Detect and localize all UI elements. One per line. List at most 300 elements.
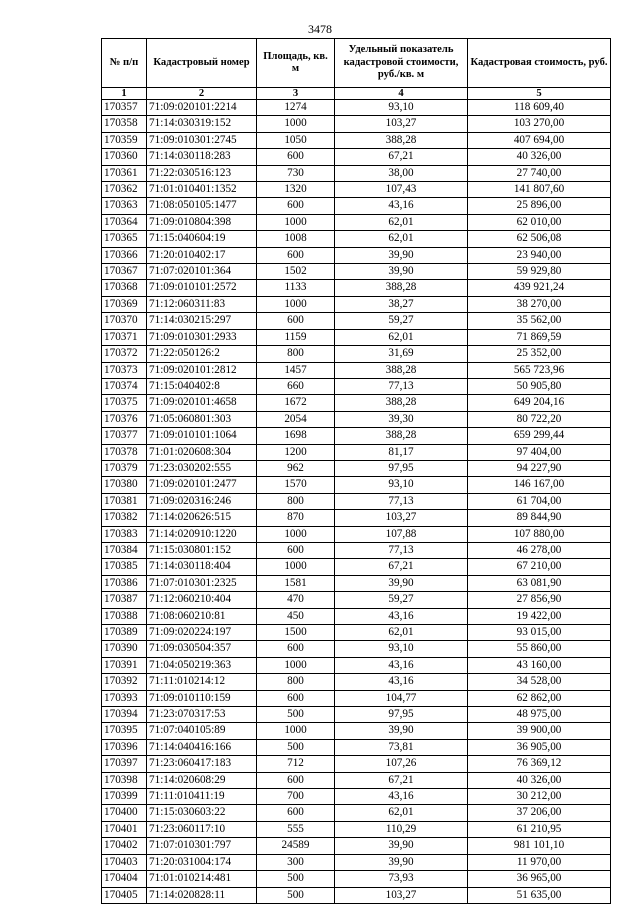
table-row [102,378,611,394]
cadastral-value-cell: 38 270,00 [468,296,611,312]
row-number-cell: 170392 [102,674,147,690]
cadastral-number-cell: 71:09:010101:1064 [147,428,257,444]
area-cell: 600 [257,149,335,165]
cadastral-number-cell: 71:14:030215:297 [147,313,257,329]
unit-value-cell: 388,28 [335,280,468,296]
cadastral-number-cell: 71:07:010301:2325 [147,575,257,591]
cadastral-number-cell: 71:07:010301:797 [147,838,257,854]
row-number-cell: 170369 [102,296,147,312]
area-cell: 600 [257,690,335,706]
table-row [102,608,611,624]
area-cell: 600 [257,542,335,558]
row-number-cell: 170395 [102,723,147,739]
area-cell: 730 [257,165,335,181]
area-cell: 870 [257,510,335,526]
row-number-cell: 170371 [102,329,147,345]
cadastral-number-cell: 71:15:040604:19 [147,231,257,247]
table-row [102,329,611,345]
cadastral-value-cell: 55 860,00 [468,641,611,657]
unit-value-cell: 62,01 [335,625,468,641]
cadastral-value-cell: 94 227,90 [468,460,611,476]
column-number: 1 [102,88,147,100]
unit-value-cell: 38,00 [335,165,468,181]
table-row [102,674,611,690]
cadastral-value-cell: 67 210,00 [468,559,611,575]
row-number-cell: 170368 [102,280,147,296]
area-cell: 300 [257,854,335,870]
cadastral-value-cell: 27 740,00 [468,165,611,181]
unit-value-cell: 107,43 [335,182,468,198]
cadastral-number-cell: 71:07:020101:364 [147,264,257,280]
cadastral-value-cell: 59 929,80 [468,264,611,280]
area-cell: 1050 [257,132,335,148]
row-number-cell: 170397 [102,756,147,772]
cadastral-number-cell: 71:15:030801:152 [147,542,257,558]
table-row [102,707,611,723]
column-number: 2 [147,88,257,100]
row-number-cell: 170377 [102,428,147,444]
cadastral-value-cell: 11 970,00 [468,854,611,870]
area-cell: 1000 [257,657,335,673]
header-unit-value: Удельный показатель кадастровой стоимости, руб./кв. м [335,39,468,88]
area-cell: 500 [257,707,335,723]
cadastral-number-cell: 71:08:050105:1477 [147,198,257,214]
cadastral-value-cell: 62 862,00 [468,690,611,706]
cadastral-value-cell: 51 635,00 [468,887,611,903]
row-number-cell: 170363 [102,198,147,214]
table-row [102,214,611,230]
area-cell: 800 [257,346,335,362]
area-cell: 1500 [257,625,335,641]
table-row [102,395,611,411]
cadastral-value-cell: 76 369,12 [468,756,611,772]
unit-value-cell: 43,16 [335,608,468,624]
row-number-cell: 170370 [102,313,147,329]
cadastral-value-cell: 43 160,00 [468,657,611,673]
cadastral-number-cell: 71:22:030516:123 [147,165,257,181]
area-cell: 1274 [257,100,335,116]
cadastral-value-cell: 63 081,90 [468,575,611,591]
area-cell: 1581 [257,575,335,591]
area-cell: 500 [257,739,335,755]
area-cell: 712 [257,756,335,772]
row-number-cell: 170403 [102,854,147,870]
table-row [102,526,611,542]
row-number-cell: 170381 [102,493,147,509]
row-number-cell: 170376 [102,411,147,427]
cadastral-value-cell: 25 896,00 [468,198,611,214]
cadastral-value-cell: 48 975,00 [468,707,611,723]
cadastral-number-cell: 71:11:010411:19 [147,789,257,805]
table-row [102,264,611,280]
table-row [102,165,611,181]
cadastral-number-cell: 71:23:060117:10 [147,821,257,837]
cadastral-number-cell: 71:23:070317:53 [147,707,257,723]
cadastral-number-cell: 71:14:030118:283 [147,149,257,165]
unit-value-cell: 107,26 [335,756,468,772]
area-cell: 600 [257,641,335,657]
area-cell: 1000 [257,296,335,312]
area-cell: 2054 [257,411,335,427]
table-row [102,805,611,821]
unit-value-cell: 67,21 [335,772,468,788]
cadastral-value-cell: 107 880,00 [468,526,611,542]
cadastral-value-cell: 659 299,44 [468,428,611,444]
unit-value-cell: 31,69 [335,346,468,362]
cadastral-number-cell: 71:09:020316:246 [147,493,257,509]
area-cell: 450 [257,608,335,624]
area-cell: 1200 [257,444,335,460]
cadastral-value-cell: 36 905,00 [468,739,611,755]
cadastral-number-cell: 71:14:020828:11 [147,887,257,903]
row-number-cell: 170385 [102,559,147,575]
row-number-cell: 170387 [102,592,147,608]
row-number-cell: 170365 [102,231,147,247]
table-row [102,116,611,132]
row-number-cell: 170388 [102,608,147,624]
area-cell: 660 [257,378,335,394]
table-row [102,411,611,427]
cadastral-number-cell: 71:14:030319:152 [147,116,257,132]
row-number-cell: 170391 [102,657,147,673]
cadastral-number-cell: 71:15:030603:22 [147,805,257,821]
row-number-cell: 170398 [102,772,147,788]
unit-value-cell: 62,01 [335,214,468,230]
table-row [102,510,611,526]
table-row [102,346,611,362]
cadastral-number-cell: 71:09:010301:2933 [147,329,257,345]
table-row [102,772,611,788]
table-row [102,100,611,116]
table-row [102,428,611,444]
cadastral-number-cell: 71:09:020101:4658 [147,395,257,411]
cadastral-number-cell: 71:08:060210:81 [147,608,257,624]
cadastral-number-cell: 71:09:020101:2812 [147,362,257,378]
cadastral-value-cell: 36 965,00 [468,871,611,887]
row-number-cell: 170400 [102,805,147,821]
unit-value-cell: 103,27 [335,887,468,903]
row-number-cell: 170393 [102,690,147,706]
table-row [102,182,611,198]
cadastral-value-cell: 80 722,20 [468,411,611,427]
table-row [102,871,611,887]
unit-value-cell: 93,10 [335,641,468,657]
cadastral-number-cell: 71:20:031004:174 [147,854,257,870]
cadastral-value-cell: 141 807,60 [468,182,611,198]
area-cell: 1159 [257,329,335,345]
area-cell: 1320 [257,182,335,198]
header-cadastral-value: Кадастровая стоимость, руб. [468,39,611,88]
cadastral-value-cell: 39 900,00 [468,723,611,739]
unit-value-cell: 62,01 [335,805,468,821]
table-row [102,690,611,706]
row-number-cell: 170375 [102,395,147,411]
cadastral-value-cell: 62 010,00 [468,214,611,230]
area-cell: 1570 [257,477,335,493]
cadastral-number-cell: 71:14:020910:1220 [147,526,257,542]
table-row [102,198,611,214]
unit-value-cell: 77,13 [335,378,468,394]
cadastral-number-cell: 71:09:030504:357 [147,641,257,657]
row-number-cell: 170394 [102,707,147,723]
area-cell: 1133 [257,280,335,296]
cadastral-value-cell: 981 101,10 [468,838,611,854]
cadastral-number-cell: 71:09:020101:2477 [147,477,257,493]
area-cell: 800 [257,493,335,509]
unit-value-cell: 43,16 [335,657,468,673]
cadastral-value-cell: 61 704,00 [468,493,611,509]
area-cell: 1000 [257,559,335,575]
row-number-cell: 170383 [102,526,147,542]
area-cell: 1698 [257,428,335,444]
area-cell: 470 [257,592,335,608]
cadastral-number-cell: 71:14:040416:166 [147,739,257,755]
unit-value-cell: 43,16 [335,674,468,690]
unit-value-cell: 77,13 [335,493,468,509]
cadastral-number-cell: 71:14:030118:404 [147,559,257,575]
table-row [102,789,611,805]
table-header-row [102,39,611,88]
row-number-cell: 170373 [102,362,147,378]
cadastral-number-cell: 71:20:010402:17 [147,247,257,263]
cadastral-value-cell: 50 905,80 [468,378,611,394]
unit-value-cell: 39,90 [335,575,468,591]
unit-value-cell: 67,21 [335,559,468,575]
unit-value-cell: 59,27 [335,313,468,329]
cadastral-number-cell: 71:12:060311:83 [147,296,257,312]
unit-value-cell: 39,30 [335,411,468,427]
table-row [102,132,611,148]
cadastral-value-cell: 23 940,00 [468,247,611,263]
cadastral-value-cell: 649 204,16 [468,395,611,411]
unit-value-cell: 81,17 [335,444,468,460]
cadastral-value-cell: 40 326,00 [468,149,611,165]
area-cell: 1000 [257,526,335,542]
area-cell: 600 [257,805,335,821]
cadastral-value-cell: 71 869,59 [468,329,611,345]
area-cell: 500 [257,871,335,887]
cadastral-value-cell: 40 326,00 [468,772,611,788]
cadastral-value-cell: 27 856,90 [468,592,611,608]
row-number-cell: 170399 [102,789,147,805]
area-cell: 1672 [257,395,335,411]
area-cell: 700 [257,789,335,805]
unit-value-cell: 388,28 [335,428,468,444]
cadastral-number-cell: 71:09:010301:2745 [147,132,257,148]
area-cell: 1008 [257,231,335,247]
unit-value-cell: 93,10 [335,100,468,116]
cadastral-number-cell: 71:11:010214:12 [147,674,257,690]
cadastral-value-cell: 93 015,00 [468,625,611,641]
column-number: 5 [468,88,611,100]
cadastral-value-cell: 37 206,00 [468,805,611,821]
unit-value-cell: 388,28 [335,395,468,411]
row-number-cell: 170402 [102,838,147,854]
cadastral-number-cell: 71:01:010401:1352 [147,182,257,198]
row-number-cell: 170401 [102,821,147,837]
unit-value-cell: 103,27 [335,510,468,526]
table-row [102,657,611,673]
row-number-cell: 170374 [102,378,147,394]
header-cadastral-number: Кадастровый номер [147,39,257,88]
table-row [102,625,611,641]
row-number-cell: 170361 [102,165,147,181]
cadastral-number-cell: 71:07:040105:89 [147,723,257,739]
table-row [102,559,611,575]
cadastral-number-cell: 71:05:060801:303 [147,411,257,427]
cadastral-value-table [101,38,611,904]
row-number-cell: 170386 [102,575,147,591]
cadastral-number-cell: 71:09:010110:159 [147,690,257,706]
cadastral-value-cell: 46 278,00 [468,542,611,558]
unit-value-cell: 77,13 [335,542,468,558]
cadastral-number-cell: 71:22:050126:2 [147,346,257,362]
table-row [102,575,611,591]
table-row [102,756,611,772]
cadastral-value-cell: 565 723,96 [468,362,611,378]
cadastral-value-cell: 103 270,00 [468,116,611,132]
column-number: 4 [335,88,468,100]
header-area: Площадь, кв. м [257,39,335,88]
row-number-cell: 170390 [102,641,147,657]
unit-value-cell: 97,95 [335,460,468,476]
unit-value-cell: 43,16 [335,198,468,214]
row-number-cell: 170405 [102,887,147,903]
area-cell: 1000 [257,116,335,132]
row-number-cell: 170367 [102,264,147,280]
row-number-cell: 170378 [102,444,147,460]
unit-value-cell: 73,93 [335,871,468,887]
area-cell: 1000 [257,214,335,230]
row-number-cell: 170364 [102,214,147,230]
table-row [102,280,611,296]
cadastral-number-cell: 71:01:010214:481 [147,871,257,887]
table-row [102,592,611,608]
table-row [102,231,611,247]
unit-value-cell: 388,28 [335,132,468,148]
row-number-cell: 170384 [102,542,147,558]
column-number: 3 [257,88,335,100]
table-row [102,247,611,263]
row-number-cell: 170362 [102,182,147,198]
table-row [102,149,611,165]
unit-value-cell: 38,27 [335,296,468,312]
page-number: 3478 [308,22,332,36]
table-row [102,542,611,558]
cadastral-number-cell: 71:15:040402:8 [147,378,257,394]
table-row [102,444,611,460]
unit-value-cell: 93,10 [335,477,468,493]
row-number-cell: 170372 [102,346,147,362]
area-cell: 555 [257,821,335,837]
column-number-row [102,88,611,100]
unit-value-cell: 39,90 [335,723,468,739]
row-number-cell: 170389 [102,625,147,641]
unit-value-cell: 388,28 [335,362,468,378]
cadastral-value-cell: 30 212,00 [468,789,611,805]
cadastral-value-cell: 61 210,95 [468,821,611,837]
cadastral-value-cell: 34 528,00 [468,674,611,690]
header-row-number: № п/п [102,39,147,88]
area-cell: 24589 [257,838,335,854]
area-cell: 600 [257,198,335,214]
area-cell: 962 [257,460,335,476]
table-row [102,362,611,378]
unit-value-cell: 73,81 [335,739,468,755]
table-row [102,821,611,837]
table-row [102,887,611,903]
cadastral-number-cell: 71:23:060417:183 [147,756,257,772]
unit-value-cell: 104,77 [335,690,468,706]
cadastral-number-cell: 71:01:020608:304 [147,444,257,460]
area-cell: 800 [257,674,335,690]
table-row [102,854,611,870]
area-cell: 600 [257,313,335,329]
table-row [102,296,611,312]
table-row [102,493,611,509]
row-number-cell: 170379 [102,460,147,476]
unit-value-cell: 67,21 [335,149,468,165]
cadastral-number-cell: 71:14:020626:515 [147,510,257,526]
cadastral-number-cell: 71:04:050219:363 [147,657,257,673]
cadastral-value-cell: 62 506,08 [468,231,611,247]
cadastral-value-cell: 439 921,24 [468,280,611,296]
row-number-cell: 170358 [102,116,147,132]
row-number-cell: 170366 [102,247,147,263]
table-row [102,641,611,657]
unit-value-cell: 39,90 [335,838,468,854]
table-row [102,723,611,739]
cadastral-number-cell: 71:23:030202:555 [147,460,257,476]
cadastral-number-cell: 71:09:020224:197 [147,625,257,641]
table-body [102,100,611,904]
row-number-cell: 170382 [102,510,147,526]
cadastral-number-cell: 71:14:020608:29 [147,772,257,788]
cadastral-value-cell: 118 609,40 [468,100,611,116]
cadastral-value-cell: 407 694,00 [468,132,611,148]
cadastral-number-cell: 71:12:060210:404 [147,592,257,608]
area-cell: 1000 [257,723,335,739]
unit-value-cell: 39,90 [335,854,468,870]
area-cell: 500 [257,887,335,903]
unit-value-cell: 97,95 [335,707,468,723]
unit-value-cell: 39,90 [335,247,468,263]
cadastral-value-cell: 35 562,00 [468,313,611,329]
area-cell: 600 [257,247,335,263]
table-row [102,477,611,493]
cadastral-value-cell: 97 404,00 [468,444,611,460]
table-row [102,460,611,476]
row-number-cell: 170396 [102,739,147,755]
row-number-cell: 170404 [102,871,147,887]
unit-value-cell: 103,27 [335,116,468,132]
row-number-cell: 170357 [102,100,147,116]
area-cell: 1502 [257,264,335,280]
area-cell: 1457 [257,362,335,378]
cadastral-value-cell: 146 167,00 [468,477,611,493]
area-cell: 600 [257,772,335,788]
cadastral-value-cell: 19 422,00 [468,608,611,624]
unit-value-cell: 43,16 [335,789,468,805]
table-row [102,838,611,854]
unit-value-cell: 39,90 [335,264,468,280]
unit-value-cell: 110,29 [335,821,468,837]
unit-value-cell: 62,01 [335,329,468,345]
cadastral-number-cell: 71:09:020101:2214 [147,100,257,116]
cadastral-value-cell: 89 844,90 [468,510,611,526]
row-number-cell: 170360 [102,149,147,165]
cadastral-number-cell: 71:09:010804:398 [147,214,257,230]
